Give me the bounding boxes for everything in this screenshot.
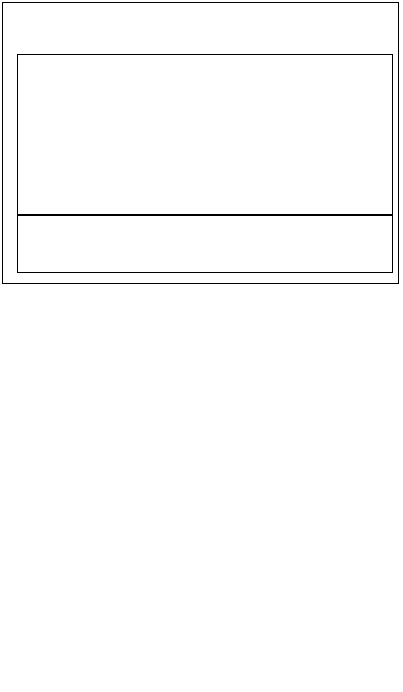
table-card <box>2 2 399 284</box>
compound-section <box>18 214 392 274</box>
element-section <box>18 55 392 214</box>
debye-table <box>17 54 393 273</box>
